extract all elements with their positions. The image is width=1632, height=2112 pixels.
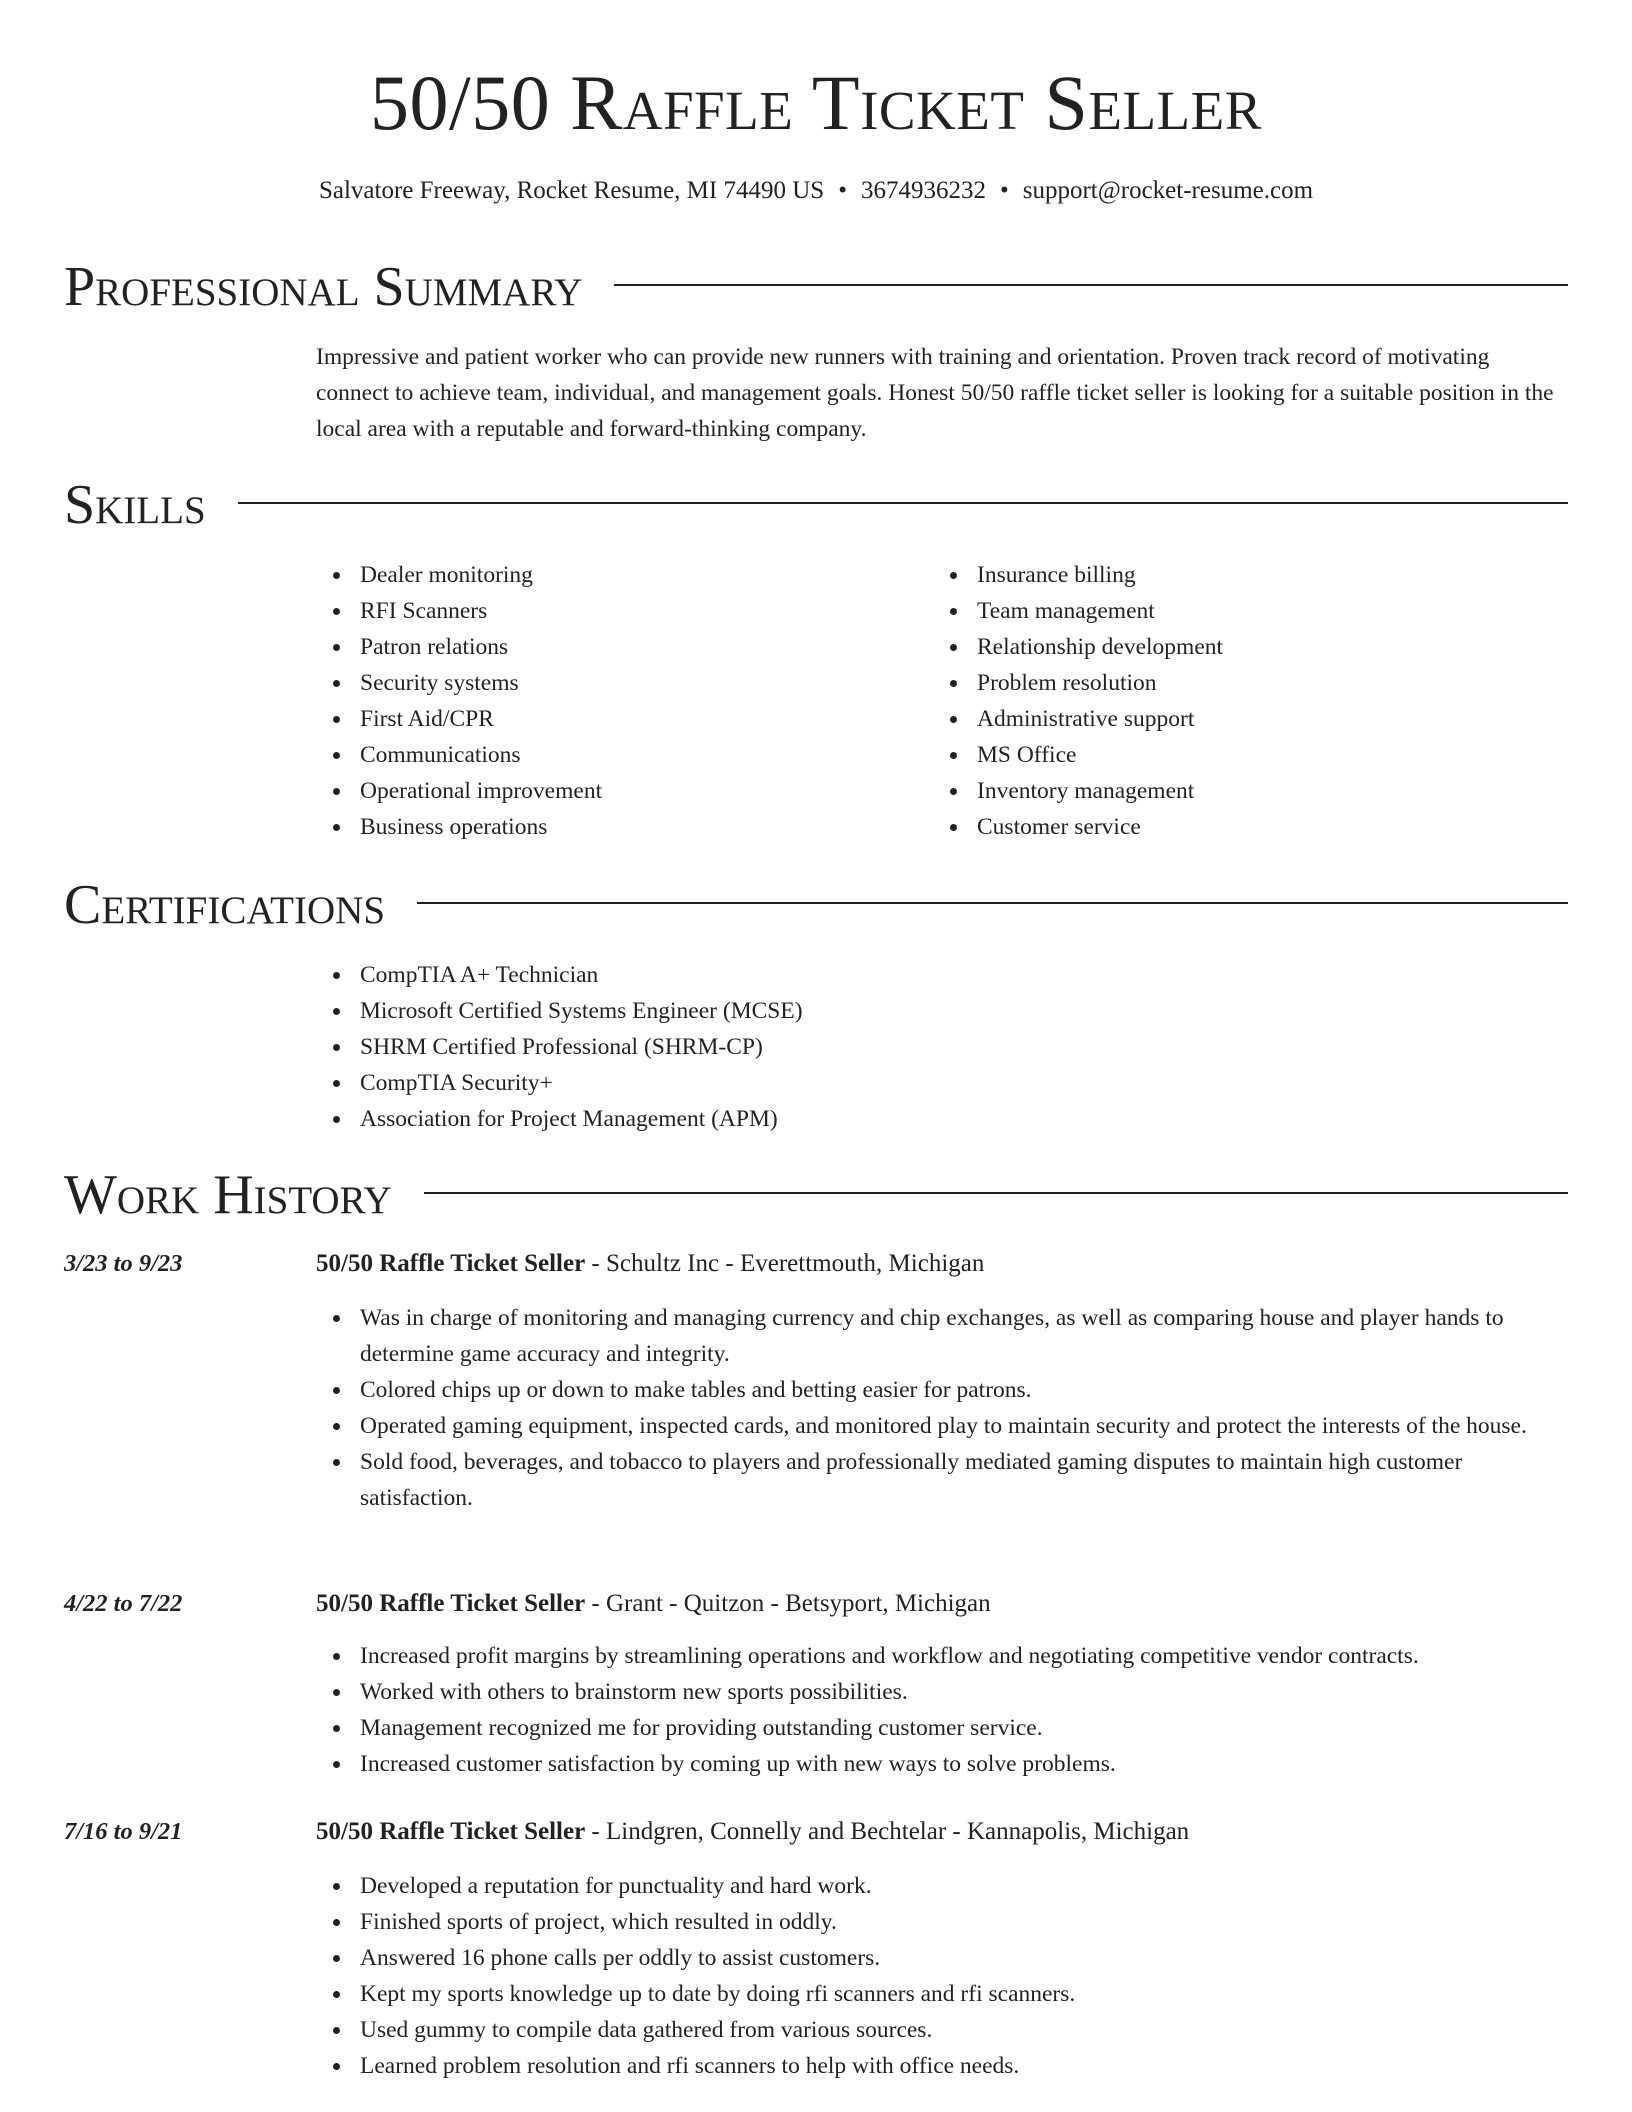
job-title: 50/50 Raffle Ticket Seller [316, 1818, 586, 1845]
skills-list-left [316, 557, 876, 845]
summary-text: Impressive and patient worker who can provide new runners with training and orientation. Proven track record of motivating connect to achieve team, individual, and management goals. Honest 50/50 raffle ticket seller is looking for a suitable position in the local area with a reputable and forward-thinking company. [316, 344, 1554, 442]
contact-separator: • [838, 177, 847, 204]
section-divider [614, 284, 1568, 286]
skills-section-title: Skills [64, 474, 206, 536]
skill-item: Problem resolution [933, 665, 1493, 701]
skill-item: Operational improvement [316, 773, 876, 809]
job-company-location: - Schultz Inc - Everettmouth, Michigan [585, 1250, 985, 1277]
job-bullet: Used gummy to compile data gathered from various sources. [316, 2012, 1568, 2048]
skill-item: Insurance billing [933, 557, 1493, 593]
certification-item: Association for Project Management (APM) [316, 1101, 1316, 1137]
job-bullet: Management recognized me for providing outstanding customer service. [316, 1710, 1568, 1746]
job-dates: 7/16 to 9/21 [64, 1818, 183, 1845]
certification-item: Microsoft Certified Systems Engineer (MCSE) [316, 993, 1316, 1029]
job-bullet: Operated gaming equipment, inspected cards, and monitored play to maintain security and protect the interests of the house. [316, 1408, 1568, 1444]
certification-item: SHRM Certified Professional (SHRM-CP) [316, 1029, 1316, 1065]
job-dates: 3/23 to 9/23 [64, 1250, 183, 1277]
contact-line [0, 174, 1632, 208]
contact-email: support@rocket-resume.com [1022, 177, 1314, 204]
skill-item: Inventory management [933, 773, 1493, 809]
certifications-section-title: Certifications [64, 874, 386, 936]
skill-item: Team management [933, 593, 1493, 629]
skill-item: MS Office [933, 737, 1493, 773]
job-heading [316, 1246, 1568, 1282]
contact-phone: 3674936232 [860, 177, 986, 204]
job-dates: 4/22 to 7/22 [64, 1590, 183, 1617]
skill-item: Communications [316, 737, 876, 773]
job-bullet: Answered 16 phone calls per oddly to assist customers. [316, 1940, 1568, 1976]
job-bullets [316, 1300, 1568, 1516]
job-bullet: Increased customer satisfaction by coming up with new ways to solve problems. [316, 1746, 1568, 1782]
skills-section-header [64, 470, 1568, 540]
contact-separator: • [999, 177, 1009, 204]
section-divider [238, 502, 1568, 504]
certification-item: CompTIA Security+ [316, 1065, 1316, 1101]
skill-item: First Aid/CPR [316, 701, 876, 737]
job-bullet: Finished sports of project, which resulted in oddly. [316, 1904, 1568, 1940]
job-heading [316, 1814, 1568, 1850]
job-bullets [316, 1638, 1568, 1782]
summary-section-title: Professional Summary [64, 256, 583, 318]
summary-section-header [64, 252, 1568, 322]
job-bullet: Sold food, beverages, and tobacco to players and professionally mediated gaming disputes to maintain high customer satisfaction. [316, 1444, 1568, 1516]
job-bullet: Colored chips up or down to make tables and betting easier for patrons. [316, 1372, 1568, 1408]
job-company-location: - Grant - Quitzon - Betsyport, Michigan [585, 1590, 991, 1617]
resume-name: 50/50 Raffle Ticket Seller [370, 59, 1262, 146]
job-bullet: Worked with others to brainstorm new sports possibilities. [316, 1674, 1568, 1710]
skill-item: Dealer monitoring [316, 557, 876, 593]
job-bullet: Kept my sports knowledge up to date by doing rfi scanners and rfi scanners. [316, 1976, 1568, 2012]
job-company-location: - Lindgren, Connelly and Bechtelar - Kannapolis, Michigan [585, 1818, 1190, 1845]
job-heading [316, 1586, 1568, 1622]
job-bullet: Was in charge of monitoring and managing currency and chip exchanges, as well as comparing house and player hands to determine game accuracy and integrity. [316, 1300, 1568, 1372]
certifications-list [316, 957, 1316, 1137]
skill-item: Business operations [316, 809, 876, 845]
section-divider [417, 902, 1568, 904]
job-bullets [316, 1868, 1568, 2084]
skill-item: Relationship development [933, 629, 1493, 665]
work-history-section-header [64, 1160, 1568, 1230]
job-bullet: Developed a reputation for punctuality and hard work. [316, 1868, 1568, 1904]
work-history-section-title: Work History [64, 1164, 392, 1226]
certifications-section-header [64, 870, 1568, 940]
skill-item: Security systems [316, 665, 876, 701]
skill-item: Patron relations [316, 629, 876, 665]
skill-item: RFI Scanners [316, 593, 876, 629]
job-title: 50/50 Raffle Ticket Seller [316, 1250, 586, 1277]
certification-item: CompTIA A+ Technician [316, 957, 1316, 993]
skill-item: Administrative support [933, 701, 1493, 737]
job-bullet: Increased profit margins by streamlining operations and workflow and negotiating competitive vendor contracts. [316, 1638, 1568, 1674]
contact-address: Salvatore Freeway, Rocket Resume, MI 74490 US [318, 177, 825, 204]
skills-list-right [933, 557, 1493, 845]
section-divider [424, 1192, 1568, 1194]
skill-item: Customer service [933, 809, 1493, 845]
job-bullet: Learned problem resolution and rfi scanners to help with office needs. [316, 2048, 1568, 2084]
job-title: 50/50 Raffle Ticket Seller [316, 1590, 586, 1617]
